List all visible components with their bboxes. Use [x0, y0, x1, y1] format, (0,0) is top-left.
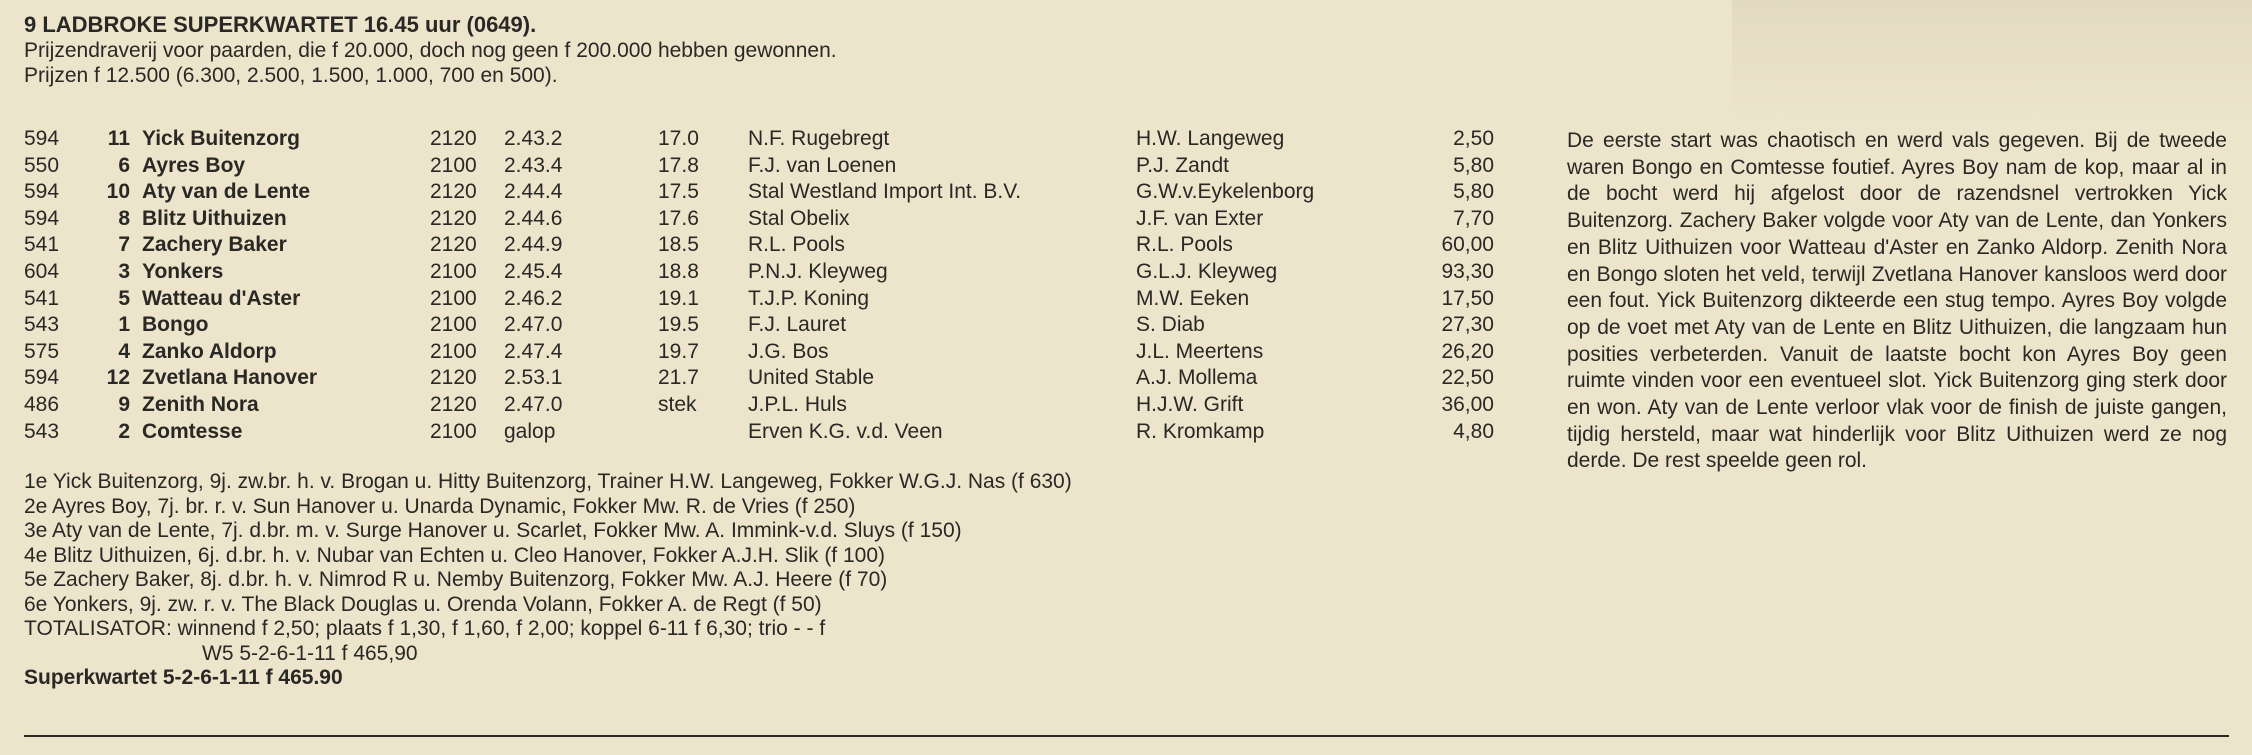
- result-km-time: 17.5: [658, 180, 699, 204]
- result-horse: Blitz Uithuizen: [142, 206, 287, 230]
- result-distance: 2100: [430, 259, 477, 283]
- result-owner: J.P.L. Huls: [748, 392, 847, 416]
- result-odds: 22,50: [1441, 366, 1494, 390]
- placings-block: [24, 470, 1072, 691]
- result-odds: 93,30: [1441, 259, 1494, 283]
- result-number: 1: [118, 313, 130, 337]
- result-time: 2.53.1: [504, 366, 563, 390]
- result-number: 11: [107, 127, 130, 150]
- placing-line: 4e Blitz Uithuizen, 6j. d.br. h. v. Nubar van Echten u. Cleo Hanover, Fokker A.J.H. Slik (f 100): [24, 543, 886, 567]
- result-driver: J.L. Meertens: [1136, 339, 1264, 363]
- result-km-time: 17.8: [658, 153, 699, 177]
- placing-line: 1e Yick Buitenzorg, 9j. zw.br. h. v. Brogan u. Hitty Buitenzorg, Trainer H.W. Langeweg, Fokker W.G.J. Nas (f 630): [24, 470, 1072, 493]
- result-number: 5: [118, 286, 130, 310]
- totalisator-line: TOTALISATOR: winnend f 2,50; plaats f 1,30, f 1,60, f 2,00; koppel 6-11 f 6,30; trio - - f: [24, 617, 826, 640]
- result-form: 594: [24, 206, 60, 230]
- result-distance: 2100: [430, 313, 477, 337]
- result-horse: Zvetlana Hanover: [142, 366, 318, 390]
- result-form: 604: [24, 259, 60, 283]
- result-distance: 2100: [430, 286, 477, 310]
- result-distance: 2100: [430, 339, 477, 363]
- result-owner: Erven K.G. v.d. Veen: [748, 419, 943, 443]
- result-driver: H.J.W. Grift: [1136, 392, 1244, 416]
- result-distance: 2120: [430, 366, 477, 390]
- result-time: 2.47.0: [504, 313, 563, 337]
- result-number: 12: [106, 366, 130, 390]
- result-time: 2.44.9: [504, 233, 563, 257]
- result-km-time: 19.7: [658, 339, 699, 363]
- result-time: 2.46.2: [504, 286, 563, 310]
- result-odds: 36,00: [1441, 392, 1494, 416]
- result-time: 2.43.2: [504, 127, 563, 150]
- result-horse: Watteau d'Aster: [142, 286, 301, 310]
- result-km-time: 19.1: [658, 286, 699, 310]
- result-form: 594: [24, 127, 60, 150]
- result-driver: P.J. Zandt: [1136, 153, 1230, 177]
- result-odds: 60,00: [1441, 233, 1494, 257]
- race-conditions: Prijzendraverij voor paarden, die f 20.000, doch nog geen f 200.000 hebben gewonnen.: [24, 39, 837, 62]
- result-form: 541: [24, 286, 60, 310]
- result-time: 2.45.4: [504, 259, 563, 283]
- result-number: 3: [118, 259, 130, 283]
- result-form: 543: [24, 419, 60, 443]
- result-horse: Zachery Baker: [142, 233, 287, 257]
- result-owner: R.L. Pools: [748, 233, 845, 257]
- race-prizes: Prijzen f 12.500 (6.300, 2.500, 1.500, 1.000, 700 en 500).: [24, 64, 558, 87]
- result-form: 541: [24, 233, 60, 257]
- placing-line: 6e Yonkers, 9j. zw. r. v. The Black Douglas u. Orenda Volann, Fokker A. de Regt (f 50): [24, 592, 822, 616]
- result-horse: Zenith Nora: [142, 392, 259, 416]
- result-km-time: 17.0: [658, 127, 699, 150]
- result-number: 7: [118, 233, 130, 257]
- result-form: 543: [24, 313, 60, 337]
- result-form: 575: [24, 339, 60, 363]
- result-driver: R.L. Pools: [1136, 233, 1233, 257]
- result-odds: 27,30: [1441, 313, 1494, 337]
- result-horse: Yonkers: [142, 259, 224, 283]
- result-driver: R. Kromkamp: [1136, 419, 1265, 443]
- result-odds: 4,80: [1453, 419, 1494, 443]
- w5-line: W5 5-2-6-1-11 f 465,90: [202, 641, 418, 665]
- result-time: 2.44.4: [504, 180, 563, 204]
- placing-line: 5e Zachery Baker, 8j. d.br. h. v. Nimrod R u. Nemby Buitenzorg, Fokker Mw. A.J. Heere (f 70): [24, 568, 888, 591]
- result-odds: 7,70: [1453, 206, 1494, 230]
- result-owner: F.J. van Loenen: [748, 153, 897, 177]
- result-distance: 2120: [430, 206, 477, 230]
- result-distance: 2120: [430, 392, 477, 416]
- result-horse: Zanko Aldorp: [142, 339, 277, 363]
- result-form: 594: [24, 366, 60, 390]
- result-odds: 2,50: [1453, 127, 1494, 150]
- result-time: 2.44.6: [504, 206, 563, 230]
- result-owner: F.J. Lauret: [748, 313, 847, 337]
- result-driver: M.W. Eeken: [1136, 286, 1250, 310]
- result-number: 6: [118, 153, 130, 177]
- result-driver: H.W. Langeweg: [1136, 127, 1285, 150]
- bleed-through-shadow: [1732, 0, 2252, 120]
- result-distance: 2120: [430, 233, 477, 257]
- placing-line: 2e Ayres Boy, 7j. br. r. v. Sun Hanover u. Unarda Dynamic, Fokker Mw. R. de Vries (f 250): [24, 494, 856, 518]
- result-horse: Comtesse: [142, 419, 243, 443]
- result-owner: J.G. Bos: [748, 339, 829, 363]
- result-form: 486: [24, 392, 60, 416]
- result-driver: S. Diab: [1136, 313, 1205, 337]
- result-horse: Ayres Boy: [142, 153, 246, 177]
- result-time: 2.47.0: [504, 392, 563, 416]
- result-owner: N.F. Rugebregt: [748, 127, 890, 150]
- result-number: 8: [118, 206, 130, 230]
- result-time: 2.47.4: [504, 339, 563, 363]
- race-header: [24, 12, 837, 88]
- placing-line: 3e Aty van de Lente, 7j. d.br. m. v. Surge Hanover u. Scarlet, Fokker Mw. A. Immink-v.d. Sluys (f 150): [24, 519, 962, 542]
- result-owner: Stal Westland Import Int. B.V.: [748, 180, 1022, 204]
- result-km-time: 21.7: [658, 366, 699, 390]
- result-km-time: 17.6: [658, 206, 699, 230]
- result-distance: 2120: [430, 180, 477, 204]
- result-distance: 2100: [430, 153, 477, 177]
- result-time: 2.43.4: [504, 153, 563, 177]
- result-owner: United Stable: [748, 366, 875, 390]
- result-number: 2: [118, 419, 130, 443]
- result-form: 594: [24, 180, 60, 204]
- result-number: 4: [118, 339, 130, 363]
- result-owner: T.J.P. Koning: [748, 286, 870, 310]
- result-km-time: stek: [658, 392, 697, 416]
- placing-list: [24, 470, 1072, 617]
- result-driver: J.F. van Exter: [1136, 206, 1264, 230]
- result-km-time: 19.5: [658, 313, 699, 337]
- result-horse: Bongo: [142, 313, 209, 337]
- result-odds: 5,80: [1453, 153, 1494, 177]
- result-horse: Aty van de Lente: [142, 180, 311, 204]
- result-odds: 5,80: [1453, 180, 1494, 204]
- result-form: 550: [24, 153, 60, 177]
- result-driver: A.J. Mollema: [1136, 366, 1258, 390]
- result-number: 10: [106, 180, 130, 204]
- result-odds: 17,50: [1441, 286, 1494, 310]
- result-odds: 26,20: [1441, 339, 1494, 363]
- race-title: 9 LADBROKE SUPERKWARTET 16.45 uur (0649).: [24, 12, 537, 37]
- result-distance: 2120: [430, 127, 477, 150]
- bottom-rule: [24, 735, 2229, 737]
- race-commentary: De eerste start was chaotisch en werd vals gegeven. Bij de tweede waren Bongo en Comtesse foutief. Ayres Boy nam de kop, maar al in de bocht werd hij afgelost door de razendsnel vertrokken Yick Buitenzorg. Zachery Baker volgde voor Aty van de Lente, dan Yonkers en Blitz Uithuizen voor Watteau d'Aster en Zanko Aldorp. Zenith Nora en Bongo sloten het veld, terwijl Zvetlana Hanover kansloos werd door een fout. Yick Buitenzorg dikteerde een stug tempo. Ayres Boy volgde op de voet met Aty van de Lente en Blitz Uithuizen, die langzaam hun posities verbeterden. Vanuit de laatste bocht kon Ayres Boy geen ruimte vinden voor een eventueel slot. Yick Buitenzorg ging sterk door en won. Aty van de Lente verloor vlak voor de finish de juiste gangen, tijdig hersteld, maar wat hinderlijk voor Blitz Uithuizen werd ze nog derde. De rest speelde geen rol.: [1567, 129, 2227, 473]
- result-number: 9: [118, 392, 130, 416]
- result-distance: 2100: [430, 419, 477, 443]
- result-time: galop: [504, 419, 556, 443]
- result-owner: P.N.J. Kleyweg: [748, 259, 888, 283]
- result-driver: G.L.J. Kleyweg: [1136, 259, 1278, 283]
- result-km-time: 18.5: [658, 233, 699, 257]
- result-horse: Yick Buitenzorg: [142, 127, 300, 150]
- result-owner: Stal Obelix: [748, 206, 850, 230]
- result-driver: G.W.v.Eykelenborg: [1136, 180, 1315, 204]
- superkwartet-line: Superkwartet 5-2-6-1-11 f 465.90: [24, 666, 343, 689]
- result-km-time: 18.8: [658, 259, 699, 283]
